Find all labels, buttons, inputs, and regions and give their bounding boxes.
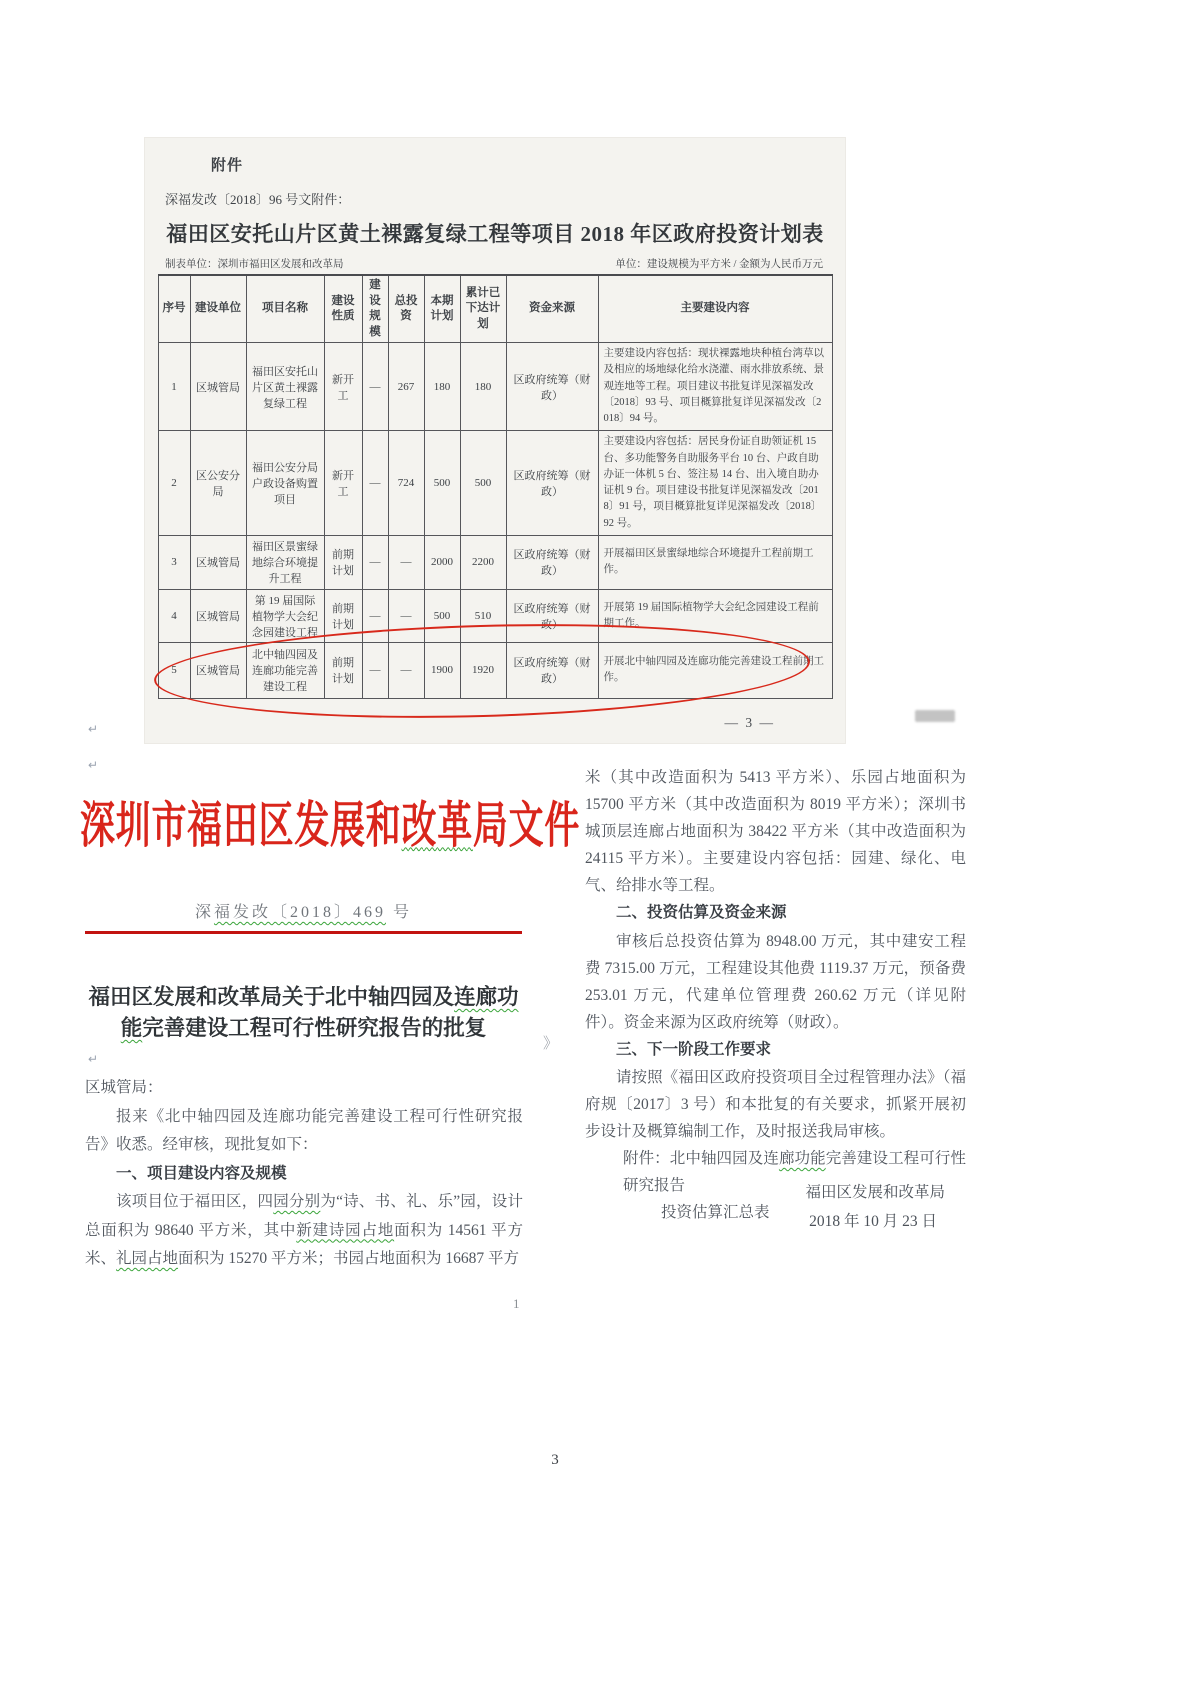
section3-heading: 三、下一阶段工作要求 [616,1040,772,1058]
document-number [85,899,522,922]
table-cell: 180 [424,343,460,431]
table-cell: 福田区安托山片区黄土裸露复绿工程 [246,343,324,431]
table-cell: 180 [460,343,506,431]
letterhead-part: 深圳市福田区发展和 [80,797,402,853]
table-cell: 区城管局 [190,535,246,589]
col-header: 建设单位 [190,275,246,343]
table-cell: 前期计划 [324,589,362,642]
document-title [80,982,527,1044]
attach-part: 完善建设工程可行性研究报告 [623,1150,966,1194]
table-cell: — [362,343,388,431]
unit-note: 单位：建设规模为平方米 / 金额为人民币万元 [615,259,823,270]
title-part: 福田区发展和改革局关于北中轴四园及 [88,985,454,1009]
table-cell: — [388,642,424,698]
attach-part: 附件：北中轴四园及连 [623,1150,779,1167]
doc-number-part: 福发改〔2018〕469 [213,904,386,921]
title-part: 完善建设工程可行性研究报告的批复 [142,1016,487,1040]
letterhead-part: 改革 [401,797,473,853]
table-cell: 区政府统筹（财政） [506,589,598,642]
table-cell: 1 [158,343,190,431]
table-cell: 区政府统筹（财政） [506,535,598,589]
intro-paragraph: 报来《北中轴四园及连廊功能完善建设工程可行性研究报告》收悉。经审核，现批复如下： [85,1107,523,1153]
table-title: 福田区安托山片区黄土裸露复绿工程等项目 2018 年区政府投资计划表 [166,222,824,246]
attachment-note-line2: 投资估算汇总表 [661,1204,770,1221]
table-cell: — [388,535,424,589]
table-cell: — [362,642,388,698]
document-title-line1 [80,982,527,1013]
document-right-column [585,764,966,1226]
title-part: 能 [120,1016,143,1040]
col-header: 项目名称 [246,275,324,343]
col-header: 建设规模 [362,275,388,343]
signature-date: 2018 年 10 月 23 日 [809,1213,937,1230]
table-cell: 267 [388,343,424,431]
col-header: 资金来源 [506,275,598,343]
table-cell: 区政府统筹（财政） [506,343,598,431]
table-cell: 前期计划 [324,642,362,698]
col-header: 主要建设内容 [598,275,832,343]
table-row [158,535,832,589]
section1-paragraph [85,1188,523,1274]
table-header-row [158,275,832,343]
table-cell: 724 [388,431,424,536]
table-row [158,431,832,536]
agency-letterhead-title [80,786,580,857]
section1-heading: 一、项目建设内容及规模 [116,1164,287,1182]
paragraph-mark: ↵ [88,758,99,772]
table-cell-content: 主要建设内容包括：现状裸露地块种植台湾草以及相应的场地绿化给水浇灌、雨水排放系统、景观连地等工程。项目建议书批复详见深福发改〔2018〕93 号、项目概算批复详见深福发改〔2018〕94 号。 [598,343,832,431]
table-cell: 500 [460,431,506,536]
table-cell: 福田公安分局户政设备购置项目 [246,431,324,536]
table-meta-row [165,256,823,271]
col-header: 序号 [158,275,190,343]
section1-continuation: 米（其中改造面积为 5413 平方米）、乐园占地面积为 15700 平方米（其中改造面积为 8019 平方米）；深圳书城顶层连廊占地面积为 38422 平方米（其中改造面积为 24115 平方米）。主要建设内容包括：园建、绿化、电气、给排水等工程。 [585,769,966,894]
paragraph-mark: ↵ [88,1052,99,1066]
attach-part: 廊功能 [778,1150,826,1167]
body-part: 该项目位于福田区，四 [116,1193,274,1210]
page-number: 3 [551,1452,559,1468]
body-part: 面积为 15270 平方米；书园占地面积为 16687 平方 [178,1250,520,1267]
table-cell: — [388,589,424,642]
table-cell: 500 [424,589,460,642]
section3-paragraph: 请按照《福田区政府投资项目全过程管理办法》（福府规〔2017〕3 号）和本批复的有关要求，抓紧开展初步设计及概算编制工作，及时报送我局审核。 [585,1069,966,1140]
attachment-label: 附件 [211,158,244,174]
table-cell: 3 [158,535,190,589]
doc-number-part: 深 [194,904,214,921]
section2-heading: 二、投资估算及资金来源 [616,904,787,921]
body-part: 礼园占地 [116,1250,179,1267]
table-cell: 区政府统筹（财政） [506,642,598,698]
table-cell: 新开工 [324,343,362,431]
title-part: 连廊功 [454,985,519,1009]
table-cell: 500 [424,431,460,536]
letterhead-part: 局文件 [472,797,581,853]
table-cell-content: 主要建设内容包括：居民身份证自助领证机 15 台、多功能警务自助服务平台 10 台、户政自助办证一体机 5 台、签注易 14 台、出入境自助办证机 9 台。项目建设书批复详见深福发改〔2018〕91 号，项目概算批复详见深福发改〔2018〕92 号。 [598,431,832,536]
section2-paragraph: 审核后总投资估算为 8948.00 万元，其中建安工程费 7315.00 万元，工程建设其他费 1119.37 万元，预备费 253.01 万元，代建单位管理费 260.62 万元（详见附件）。资金来源为区政府统筹（财政）。 [585,932,966,1031]
salutation: 区城管局： [85,1079,163,1096]
red-separator-line [85,931,522,934]
col-header: 本期计划 [424,275,460,343]
attachment-ref-line: 深福发改〔2018〕96 号文附件： [165,192,351,207]
col-header: 总投资 [388,275,424,343]
signature-block [600,1178,945,1236]
paragraph-mark: ↵ [88,722,99,736]
body-part: 新建诗园占地 [296,1221,395,1239]
table-cell-content: 开展福田区景蜜绿地综合环境提升工程前期工作。 [598,535,832,589]
body-part: 园分别 [273,1193,321,1210]
table-cell: 2000 [424,535,460,589]
investment-plan-table [158,274,833,699]
table-cell: 区城管局 [190,343,246,431]
table-cell: 区政府统筹（财政） [506,431,598,536]
table-cell: — [362,535,388,589]
table-cell: 5 [158,642,190,698]
highlight-row [158,642,832,698]
table-cell: 前期计划 [324,535,362,589]
signature-agency: 福田区发展和改革局 [805,1184,945,1201]
table-cell: 区城管局 [190,642,246,698]
body-part: 面积为 14561 平方米、 [85,1221,523,1267]
table-cell: 新开工 [324,431,362,536]
table-cell: 510 [460,589,506,642]
table-cell: 区城管局 [190,589,246,642]
table-row [158,589,832,642]
stray-bracket-artifact: 》 [543,1036,559,1052]
table-cell: — [362,589,388,642]
document-title-line2 [80,1013,527,1044]
scanned-attachment-page [145,138,845,743]
table-cell: 福田区景蜜绿地综合环境提升工程 [246,535,324,589]
doc-number-part: 号 [386,904,413,921]
table-cell: 区公安分局 [190,431,246,536]
table-cell: 2200 [460,535,506,589]
scan-page-marker: — 3 — [724,714,775,730]
table-row [158,343,832,431]
table-cell: — [362,431,388,536]
prepared-by: 制表单位：深圳市福田区发展和改革局 [165,259,344,270]
col-header: 累计已下达计划 [460,275,506,343]
body-part: 为“诗、书、礼、乐”园，设计总面积为 98640 平方米，其中 [85,1193,523,1239]
table-cell: 2 [158,431,190,536]
col-header: 建设性质 [324,275,362,343]
table-cell: 1900 [424,642,460,698]
table-cell: 1920 [460,642,506,698]
table-cell: 4 [158,589,190,642]
table-cell-content: 开展第 19 届国际植物学大会纪念园建设工程前期工作。 [598,589,832,642]
table-cell: 第 19 届国际植物学大会纪念园建设工程 [246,589,324,642]
document-left-column [85,1074,523,1274]
table-cell: 北中轴四园及连廊功能完善建设工程 [246,642,324,698]
scan-smudge [915,710,955,722]
table-cell-content: 开展北中轴四园及连廊功能完善建设工程前期工作。 [598,642,832,698]
left-column-page-number: 1 [513,1296,520,1311]
